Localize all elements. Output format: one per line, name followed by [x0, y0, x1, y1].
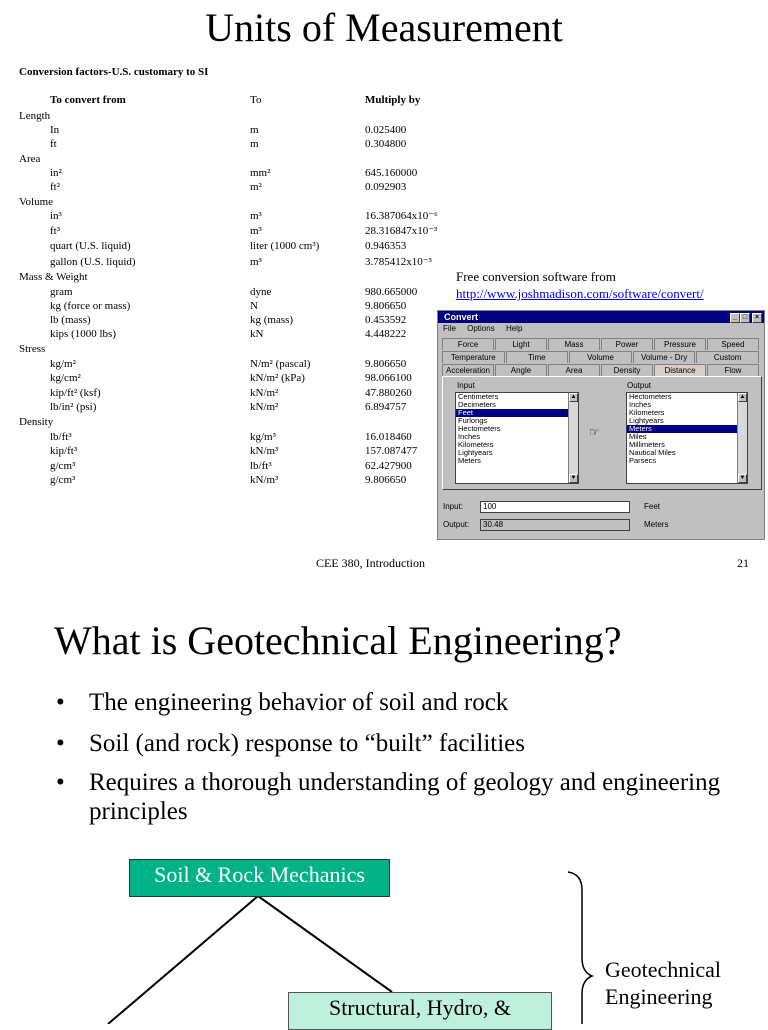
- row-multiplier: 47.880260: [365, 387, 412, 399]
- tab-custom[interactable]: Custom: [696, 351, 759, 363]
- row-multiplier: 0.453592: [365, 314, 407, 326]
- header-multiply-by: Multiply by: [365, 94, 421, 106]
- connector-right: [258, 896, 392, 992]
- list-item[interactable]: Millimeters: [629, 440, 665, 449]
- row-category: Volume: [19, 196, 54, 208]
- tab-volume-dry[interactable]: Volume - Dry: [633, 351, 696, 363]
- list-item[interactable]: Meters: [627, 425, 747, 433]
- row-to-unit: kN/m² (kPa): [250, 372, 305, 384]
- close-icon[interactable]: ×: [752, 313, 762, 323]
- row-to-unit: kN/m²: [250, 401, 279, 413]
- header-convert-from: To convert from: [50, 94, 126, 106]
- row-to-unit: dyne: [250, 286, 272, 298]
- tab-mass[interactable]: Mass: [548, 338, 600, 350]
- bullet-dot-icon: •: [56, 769, 65, 796]
- row-to-unit: N/m² (pascal): [250, 358, 311, 370]
- software-link[interactable]: http://www.joshmadison.com/software/convert/: [456, 286, 704, 301]
- slide-title-units: Units of Measurement: [205, 5, 563, 50]
- row-to-unit: kg/m³: [250, 431, 276, 443]
- row-multiplier: 4.448222: [365, 328, 407, 340]
- menu-file[interactable]: File: [443, 324, 456, 333]
- row-category: Stress: [19, 343, 46, 355]
- row-category: Mass & Weight: [19, 271, 88, 283]
- footer-page-number: 21: [737, 556, 749, 570]
- row-from-unit: lb/in² (psi): [50, 401, 97, 413]
- list-item[interactable]: Inches: [629, 400, 652, 409]
- window-title: Convert: [444, 312, 479, 322]
- tab-acceleration[interactable]: Acceleration: [442, 364, 494, 376]
- geotechnical-engineering-label: Geotechnical Engineering: [605, 957, 722, 1009]
- row-from-unit: kg (force or mass): [50, 300, 131, 312]
- row-to-unit: kN/m³: [250, 445, 279, 457]
- menu-help[interactable]: Help: [505, 324, 523, 333]
- row-from-unit: lb/ft³: [50, 431, 72, 443]
- tab-light[interactable]: Light: [495, 338, 547, 350]
- pointing-hand-icon[interactable]: ☞: [589, 425, 600, 439]
- row-to-unit: m³: [250, 256, 262, 268]
- list-item[interactable]: Parsecs: [629, 456, 657, 465]
- row-to-unit: kN/m²: [250, 387, 279, 399]
- list-item[interactable]: Hectometers: [629, 392, 672, 401]
- row-category: Length: [19, 110, 51, 122]
- minimize-icon[interactable]: _: [730, 313, 740, 323]
- row-from-unit: In: [50, 124, 60, 136]
- row-to-unit: m: [250, 138, 259, 150]
- list-item[interactable]: Nautical Miles: [629, 448, 676, 457]
- list-item[interactable]: Hectometers: [458, 424, 501, 433]
- row-from-unit: ft³: [50, 225, 61, 237]
- tab-time[interactable]: Time: [506, 351, 569, 363]
- scroll-down-icon[interactable]: ▼: [570, 475, 577, 481]
- row-multiplier: 0.946353: [365, 240, 407, 252]
- bullet-dot-icon: •: [56, 689, 65, 716]
- row-to-unit: m: [250, 124, 259, 136]
- list-item[interactable]: Feet: [456, 409, 578, 417]
- free-software-text: Free conversion software from: [456, 269, 616, 284]
- footer-course: CEE 380, Introduction: [316, 556, 425, 570]
- row-from-unit: quart (U.S. liquid): [50, 240, 131, 252]
- row-multiplier: 62.427900: [365, 460, 412, 472]
- row-from-unit: ft²: [50, 181, 61, 193]
- row-from-unit: gram: [50, 286, 73, 298]
- tab-pressure[interactable]: Pressure: [654, 338, 706, 350]
- row-to-unit: m³: [250, 210, 262, 222]
- row-to-unit: m³: [250, 225, 262, 237]
- row-category: Area: [19, 153, 41, 165]
- row-multiplier: 3.785412x10⁻³: [365, 256, 432, 268]
- tab-speed[interactable]: Speed: [707, 338, 759, 350]
- list-item[interactable]: Meters: [458, 456, 481, 465]
- row-from-unit: gallon (U.S. liquid): [50, 256, 136, 268]
- list-item[interactable]: Centimeters: [458, 392, 499, 401]
- row-from-unit: in²: [50, 167, 62, 179]
- tab-power[interactable]: Power: [601, 338, 653, 350]
- row-from-unit: g/cm³: [50, 474, 76, 486]
- row-multiplier: 16.387064x10⁻⁶: [365, 210, 438, 222]
- output-unit-label: Meters: [644, 520, 669, 529]
- menu-options[interactable]: Options: [467, 324, 495, 333]
- row-from-unit: kips (1000 lbs): [50, 328, 116, 340]
- row-multiplier: 9.806650: [365, 358, 407, 370]
- scroll-up-icon[interactable]: ▲: [739, 394, 746, 400]
- row-multiplier: 157.087477: [365, 445, 418, 457]
- tab-flow[interactable]: Flow: [707, 364, 759, 376]
- bullet-dot-icon: •: [56, 730, 65, 757]
- bullet-text: The engineering behavior of soil and rock: [89, 689, 509, 716]
- row-multiplier: 0.304800: [365, 138, 407, 150]
- row-multiplier: 645.160000: [365, 167, 418, 179]
- row-category: Density: [19, 416, 54, 428]
- conversion-subheading: Conversion factors-U.S. customary to SI: [19, 66, 209, 78]
- slide-title-geotech: What is Geotechnical Engineering?: [54, 618, 622, 663]
- tab-force[interactable]: Force: [442, 338, 494, 350]
- list-item[interactable]: Inches: [458, 432, 481, 441]
- row-to-unit: kg (mass): [250, 314, 294, 326]
- row-from-unit: in³: [50, 210, 62, 222]
- brace-icon: [568, 872, 592, 1024]
- list-item[interactable]: Kilometers: [458, 440, 494, 449]
- row-multiplier: 0.025400: [365, 124, 407, 136]
- tab-volume[interactable]: Volume: [569, 351, 632, 363]
- tab-area[interactable]: Area: [548, 364, 600, 376]
- row-multiplier: 0.092903: [365, 181, 407, 193]
- tab-density[interactable]: Density: [601, 364, 653, 376]
- input-field-label: Input:: [443, 502, 464, 511]
- box-structural-hydro: Structural, Hydro, &: [288, 992, 552, 1030]
- list-item[interactable]: Decimeters: [458, 400, 496, 409]
- row-from-unit: ft: [50, 138, 57, 150]
- maximize-icon[interactable]: □: [740, 313, 750, 323]
- list-item[interactable]: Lightyears: [458, 448, 493, 457]
- row-from-unit: kg/m²: [50, 358, 76, 370]
- row-to-unit: kN/m³: [250, 474, 279, 486]
- row-multiplier: 6.894757: [365, 401, 407, 413]
- output-field-label: Output:: [443, 520, 470, 529]
- row-multiplier: 9.806650: [365, 474, 407, 486]
- tab-temperature[interactable]: Temperature: [442, 351, 505, 363]
- header-to: To: [250, 94, 262, 106]
- scroll-down-icon[interactable]: ▼: [739, 475, 746, 481]
- row-to-unit: kN: [250, 328, 264, 340]
- input-value-field[interactable]: 100: [480, 501, 630, 513]
- input-list-label: Input: [457, 381, 475, 390]
- row-multiplier: 980.665000: [365, 286, 418, 298]
- row-multiplier: 28.316847x10⁻³: [365, 225, 438, 237]
- row-from-unit: kip/ft² (ksf): [50, 387, 101, 399]
- row-from-unit: kg/cm²: [50, 372, 81, 384]
- row-to-unit: liter (1000 cm³): [250, 240, 320, 252]
- row-from-unit: lb (mass): [50, 314, 91, 326]
- list-item[interactable]: Lightyears: [629, 416, 664, 425]
- row-from-unit: g/cm³: [50, 460, 76, 472]
- tab-distance[interactable]: Distance: [654, 364, 706, 376]
- box-soil-rock-mechanics: Soil & Rock Mechanics: [129, 859, 390, 897]
- scroll-up-icon[interactable]: ▲: [570, 394, 577, 400]
- row-multiplier: 9.806650: [365, 300, 407, 312]
- output-value-field[interactable]: 30.48: [480, 519, 630, 531]
- row-to-unit: mm²: [250, 167, 271, 179]
- output-list-label: Output: [627, 381, 652, 390]
- tab-angle[interactable]: Angle: [495, 364, 547, 376]
- bullet-text: Soil (and rock) response to “built” facilities: [89, 730, 525, 757]
- list-item[interactable]: Furlongs: [458, 416, 488, 425]
- input-unit-label: Feet: [644, 502, 661, 511]
- list-item[interactable]: Miles: [629, 432, 647, 441]
- connector-left: [108, 896, 258, 1024]
- row-multiplier: 16.018460: [365, 431, 412, 443]
- row-multiplier: 98.066100: [365, 372, 412, 384]
- list-item[interactable]: Kilometers: [629, 408, 665, 417]
- row-from-unit: kip/ft³: [50, 445, 78, 457]
- bullet-text: Requires a thorough understanding of geology and engineering principles: [89, 769, 721, 825]
- row-to-unit: m²: [250, 181, 262, 193]
- row-to-unit: N: [250, 300, 258, 312]
- row-to-unit: lb/ft³: [250, 460, 272, 472]
